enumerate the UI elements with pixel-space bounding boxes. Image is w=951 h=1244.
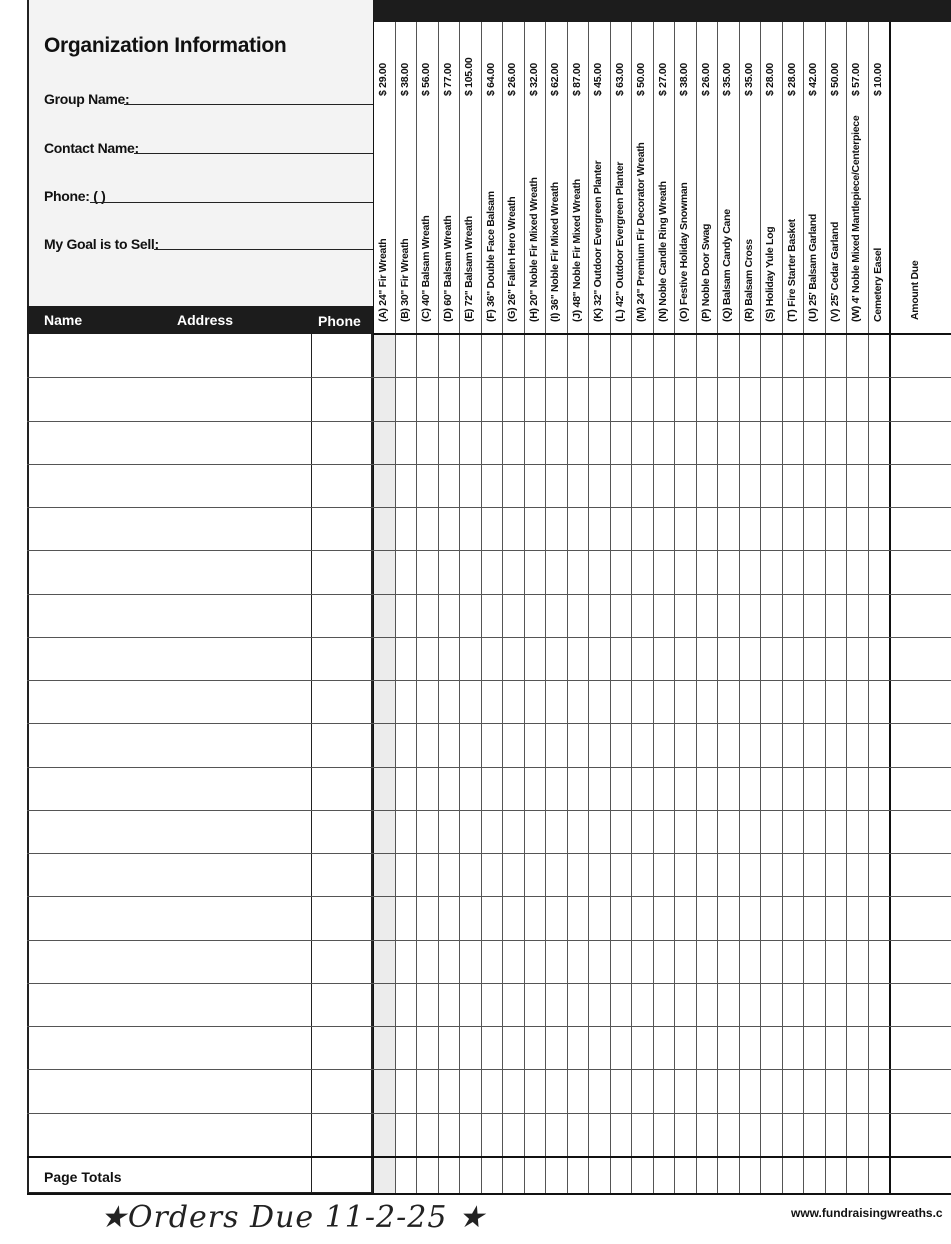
- product-code: (C): [420, 305, 432, 322]
- product-name: 26" Fallen Hero Wreath: [506, 196, 518, 306]
- product-name: 24" Premium Fir Decorator Wreath: [635, 142, 647, 305]
- product-column-divider: [803, 22, 804, 1194]
- product-label: [829, 222, 841, 322]
- product-name: 36" Noble Fir Mixed Wreath: [549, 182, 561, 311]
- product-code: (B): [398, 305, 411, 322]
- row-line: [373, 723, 951, 724]
- product-code: (J): [570, 307, 583, 322]
- product-column-divider: [868, 22, 869, 1194]
- customer-entry-row[interactable]: [29, 638, 309, 679]
- customer-entry-row[interactable]: [29, 984, 309, 1025]
- row-line: [373, 421, 951, 422]
- product-label: [463, 216, 475, 322]
- row-line: [373, 940, 951, 941]
- customer-entry-row[interactable]: [29, 854, 309, 895]
- product-code: (D): [441, 305, 454, 322]
- product-name: 60" Balsam Wreath: [441, 215, 454, 306]
- product-code: (N): [656, 305, 669, 322]
- product-code: (T): [785, 306, 798, 322]
- customer-entry-row[interactable]: [29, 422, 309, 463]
- row-line: [373, 810, 951, 811]
- product-code: (E): [463, 306, 475, 322]
- product-code: (M): [635, 304, 647, 322]
- product-code: (S): [764, 306, 776, 322]
- product-price: $ 29.00: [377, 63, 389, 96]
- product-price: $ 50.00: [635, 63, 647, 96]
- product-code: (H): [527, 305, 540, 322]
- group-name-field[interactable]: [124, 104, 373, 105]
- product-code: (U): [807, 305, 819, 322]
- product-price: $ 50.00: [828, 63, 841, 96]
- row-line: [373, 1156, 951, 1157]
- address-column-header: Address: [177, 312, 234, 328]
- product-code: (Q): [721, 305, 733, 322]
- customer-entry-row[interactable]: [29, 595, 309, 636]
- product-code: (O): [678, 305, 690, 322]
- product-column-divider: [653, 22, 654, 1194]
- product-name: 42" Outdoor Evergreen Planter: [613, 161, 626, 307]
- product-code: (K): [592, 305, 604, 322]
- product-column-divider: [674, 22, 675, 1194]
- product-label: [700, 224, 712, 322]
- top-dark-bar: [373, 0, 951, 22]
- product-code: (W): [850, 303, 862, 322]
- product-name: 32" Outdoor Evergreen Planter: [592, 160, 604, 306]
- product-column-divider: [717, 22, 718, 1194]
- product-name: Fire Starter Basket: [785, 219, 798, 307]
- product-column-divider: [588, 22, 589, 1194]
- customer-entry-row[interactable]: [29, 335, 309, 376]
- product-name: Holiday Yule Log: [764, 226, 776, 307]
- product-price: $ 38.00: [678, 63, 690, 96]
- product-label: [657, 181, 669, 322]
- product-name: Festive Holiday Snowman: [678, 182, 690, 306]
- product-label: [872, 248, 884, 322]
- product-code: (P): [699, 306, 712, 322]
- product-column-divider: [416, 22, 417, 1194]
- product-column-divider: [395, 22, 396, 1194]
- product-name: 4' Noble Mixed Mantlepiece/Centerpiece: [850, 115, 862, 304]
- customer-entry-row[interactable]: [29, 1114, 309, 1155]
- product-label: [592, 161, 604, 322]
- customer-entry-row[interactable]: [29, 768, 309, 809]
- product-name: 24" Fir Wreath: [377, 238, 389, 306]
- customer-entry-row[interactable]: [29, 811, 309, 852]
- goal-field[interactable]: [154, 249, 373, 250]
- product-column-divider: [825, 22, 826, 1194]
- product-price: $ 35.00: [742, 63, 755, 96]
- product-name: Balsam Candy Cane: [721, 209, 733, 306]
- product-name: 30" Fir Wreath: [398, 238, 411, 306]
- product-code: (V): [828, 306, 841, 322]
- website-url: www.fundraisingwreaths.c: [791, 1206, 943, 1220]
- product-price: $ 26.00: [699, 63, 712, 96]
- product-price: $ 87.00: [570, 63, 583, 96]
- product-label: [721, 209, 733, 322]
- customer-entry-row[interactable]: [29, 465, 309, 506]
- product-label: [399, 239, 411, 322]
- product-price: $ 62.00: [549, 63, 561, 96]
- customer-entry-row[interactable]: [29, 941, 309, 982]
- row-line: [373, 1026, 951, 1027]
- product-name: 48" Noble Fir Mixed Wreath: [570, 179, 583, 308]
- row-line: [373, 853, 951, 854]
- header-bottom-line: [373, 333, 951, 335]
- product-column-divider: [459, 22, 460, 1194]
- product-column-divider: [481, 22, 482, 1194]
- org-info-title: Organization Information: [44, 34, 287, 57]
- row-line: [373, 680, 951, 681]
- product-label: [420, 216, 432, 322]
- product-price: $ 26.00: [506, 63, 518, 96]
- product-label: [442, 216, 454, 322]
- product-label: [850, 116, 862, 322]
- phone-column-header: Phone: [318, 313, 361, 329]
- amount-due-divider: [889, 22, 891, 1194]
- row-line: [373, 637, 951, 638]
- product-price: $ 35.00: [721, 63, 733, 96]
- product-column-divider: [760, 22, 761, 1194]
- page-totals-label: Page Totals: [44, 1169, 122, 1185]
- product-label: [485, 191, 497, 322]
- row-line: [373, 464, 951, 465]
- customer-entry-row[interactable]: [29, 897, 309, 938]
- product-name: 25' Balsam Garland: [807, 214, 819, 306]
- product-name: 36" Double Face Balsam: [484, 191, 497, 307]
- product-label: [764, 227, 776, 322]
- product-label: [528, 177, 540, 322]
- customer-entry-row[interactable]: [29, 724, 309, 765]
- amount-due-header: Amount Due: [909, 260, 921, 320]
- product-label: [635, 142, 647, 322]
- product-code: (A): [377, 305, 389, 322]
- product-label: [614, 162, 626, 322]
- product-price: $ 28.00: [785, 63, 798, 96]
- phone-field[interactable]: [90, 202, 373, 203]
- product-column-divider: [524, 22, 525, 1194]
- row-line: [373, 1113, 951, 1114]
- product-label: [743, 239, 755, 322]
- product-code: (G): [506, 305, 518, 322]
- product-name: 40" Balsam Wreath: [420, 215, 432, 306]
- phone-label: Phone: ( ): [44, 188, 106, 204]
- product-name: 72" Balsam Wreath: [463, 216, 475, 307]
- product-name: 20" Noble Fir Mixed Wreath: [527, 177, 540, 306]
- customer-entry-row[interactable]: [29, 681, 309, 722]
- product-code: (L): [613, 306, 626, 322]
- customer-entry-row[interactable]: [29, 551, 309, 592]
- product-price: $ 77.00: [441, 63, 454, 96]
- product-price: $ 32.00: [527, 63, 540, 96]
- product-price: $ 28.00: [764, 63, 776, 96]
- product-name: Noble Candle Ring Wreath: [656, 181, 669, 306]
- row-line: [373, 377, 951, 378]
- product-price: $ 42.00: [807, 63, 819, 96]
- product-column-divider: [567, 22, 568, 1194]
- product-name: Noble Door Swag: [699, 223, 712, 307]
- product-price: $ 105.00: [463, 57, 475, 96]
- handwritten-due-date-note: ★Orders Due 11-2-25 ★: [100, 1200, 486, 1235]
- row-line: [373, 767, 951, 768]
- row-line: [373, 550, 951, 551]
- product-price: $ 27.00: [656, 63, 669, 96]
- row-line: [373, 1069, 951, 1070]
- product-code: (I): [549, 310, 561, 322]
- group-name-label: Group Name:: [44, 91, 130, 107]
- row-line: [373, 507, 951, 508]
- product-label: [571, 179, 583, 322]
- product-price: $ 63.00: [613, 63, 626, 96]
- product-price: $ 57.00: [850, 63, 862, 96]
- product-label: [678, 182, 690, 322]
- row-line: [373, 896, 951, 897]
- product-code: (R): [742, 305, 755, 322]
- product-label: [807, 214, 819, 322]
- goal-label: My Goal is to Sell:: [44, 236, 159, 252]
- product-price: $ 64.00: [484, 63, 497, 96]
- product-label: [506, 197, 518, 322]
- product-column-divider: [631, 22, 632, 1194]
- row-line: [373, 594, 951, 595]
- contact-name-label: Contact Name:: [44, 140, 139, 156]
- product-price: $ 38.00: [398, 63, 411, 96]
- product-column-divider: [782, 22, 783, 1194]
- product-column-divider: [846, 22, 847, 1194]
- product-column-divider: [502, 22, 503, 1194]
- product-label: [377, 239, 389, 322]
- name-column-header: Name: [44, 312, 83, 328]
- customer-entry-row[interactable]: [29, 1070, 309, 1111]
- product-name: Cemetery Easel: [871, 247, 884, 322]
- phone-column-divider: [311, 334, 312, 1194]
- product-label: [786, 219, 798, 322]
- product-price: $ 45.00: [592, 63, 604, 96]
- product-code: (F): [484, 306, 497, 322]
- product-column-divider: [610, 22, 611, 1194]
- product-column-divider: [696, 22, 697, 1194]
- product-name: 25' Cedar Garland: [828, 221, 841, 307]
- customer-entry-row[interactable]: [29, 508, 309, 549]
- customer-entry-row[interactable]: [29, 378, 309, 419]
- contact-name-field[interactable]: [134, 153, 373, 154]
- row-line: [373, 983, 951, 984]
- product-price: $ 56.00: [420, 63, 432, 96]
- product-name: Balsam Cross: [742, 239, 755, 306]
- customer-entry-row[interactable]: [29, 1027, 309, 1068]
- product-label: [549, 182, 561, 322]
- product-column-divider: [373, 22, 374, 1194]
- product-column-divider: [739, 22, 740, 1194]
- shaded-column: [373, 334, 395, 1194]
- product-column-divider: [545, 22, 546, 1194]
- product-column-divider: [438, 22, 439, 1194]
- product-price: $ 10.00: [871, 63, 884, 96]
